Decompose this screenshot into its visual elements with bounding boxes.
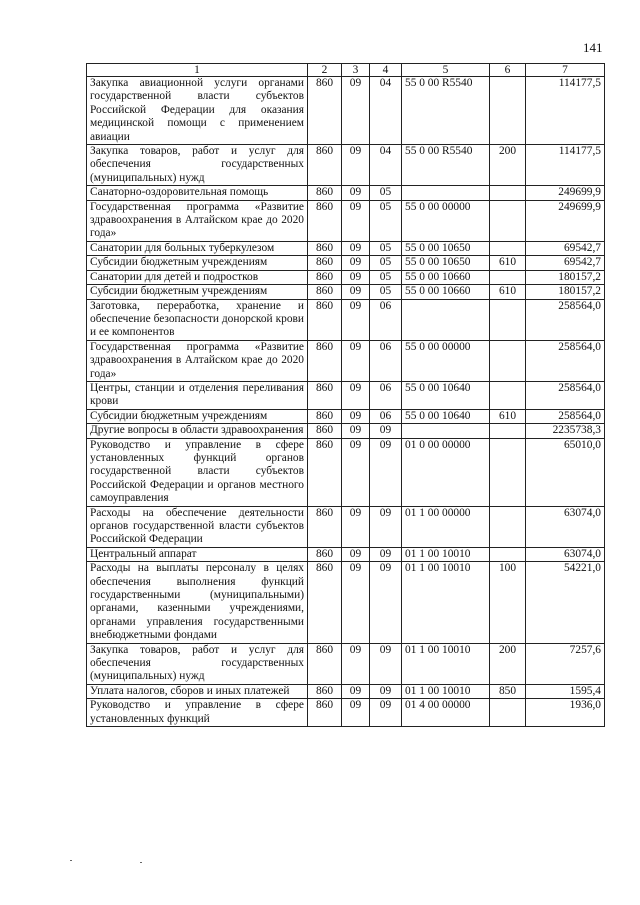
- row-ved: 860: [308, 547, 342, 561]
- row-csr: [402, 186, 490, 200]
- row-sum: 258564,0: [526, 381, 605, 409]
- row-ved: 860: [308, 424, 342, 438]
- row-vr: [490, 506, 526, 547]
- row-name: Субсидии бюджетным учреждениям: [87, 256, 308, 270]
- row-sum: 114177,5: [526, 145, 605, 186]
- row-csr: 01 1 00 10010: [402, 547, 490, 561]
- row-rz: 09: [342, 340, 370, 381]
- row-sum: 54221,0: [526, 562, 605, 643]
- table-row: [87, 256, 605, 270]
- row-name: Расходы на выплаты персоналу в целях обеспечения выполнения функций государственными (муниципальными) органами, казенными учреждениями, органами управления государственными внебюджетными фондами: [87, 562, 308, 643]
- header-cell-name: 1: [87, 64, 308, 77]
- row-ved: 860: [308, 438, 342, 506]
- row-sum: 1595,4: [526, 684, 605, 698]
- row-rz: 09: [342, 186, 370, 200]
- row-ved: 860: [308, 77, 342, 145]
- row-rz: 09: [342, 506, 370, 547]
- row-pr: 05: [370, 200, 402, 241]
- row-name: Государственная программа «Развитие здравоохранения в Алтайском крае до 2020 года»: [87, 200, 308, 241]
- scan-speck: [140, 862, 142, 863]
- row-rz: 09: [342, 643, 370, 684]
- row-rz: 09: [342, 409, 370, 423]
- row-ved: 860: [308, 299, 342, 340]
- table-row: [87, 77, 605, 145]
- row-sum: 69542,7: [526, 241, 605, 255]
- row-sum: 249699,9: [526, 186, 605, 200]
- row-sum: 2235738,3: [526, 424, 605, 438]
- row-name: Руководство и управление в сфере установленных функций: [87, 699, 308, 727]
- row-vr: [490, 270, 526, 284]
- row-csr: 01 1 00 10010: [402, 684, 490, 698]
- row-rz: 09: [342, 684, 370, 698]
- row-name: Руководство и управление в сфере установленных функций органов государственной власти субъектов Российской Федерации и органов местного самоуправления: [87, 438, 308, 506]
- row-sum: 63074,0: [526, 506, 605, 547]
- row-vr: 610: [490, 285, 526, 299]
- header-cell-csr: 5: [402, 64, 490, 77]
- row-vr: 200: [490, 145, 526, 186]
- row-rz: 09: [342, 256, 370, 270]
- row-vr: [490, 438, 526, 506]
- row-csr: 55 0 00 10640: [402, 409, 490, 423]
- row-vr: 100: [490, 562, 526, 643]
- row-sum: 249699,9: [526, 200, 605, 241]
- row-sum: 180157,2: [526, 270, 605, 284]
- row-ved: 860: [308, 270, 342, 284]
- row-csr: 55 0 00 10650: [402, 241, 490, 255]
- row-name: Санатории для больных туберкулезом: [87, 241, 308, 255]
- row-csr: 01 4 00 00000: [402, 699, 490, 727]
- table-row: [87, 340, 605, 381]
- row-ved: 860: [308, 381, 342, 409]
- table-row: [87, 409, 605, 423]
- row-rz: 09: [342, 562, 370, 643]
- header-cell-vr: 6: [490, 64, 526, 77]
- row-vr: 610: [490, 409, 526, 423]
- row-rz: 09: [342, 285, 370, 299]
- table-row: [87, 506, 605, 547]
- row-vr: 610: [490, 256, 526, 270]
- row-pr: 09: [370, 562, 402, 643]
- row-name: Центры, станции и отделения переливания крови: [87, 381, 308, 409]
- scan-speck: [70, 860, 72, 861]
- row-ved: 860: [308, 643, 342, 684]
- row-name: Субсидии бюджетным учреждениям: [87, 285, 308, 299]
- row-pr: 05: [370, 285, 402, 299]
- table-row: [87, 145, 605, 186]
- budget-table: [86, 63, 605, 727]
- row-csr: [402, 299, 490, 340]
- row-pr: 05: [370, 270, 402, 284]
- row-pr: 09: [370, 424, 402, 438]
- row-pr: 09: [370, 699, 402, 727]
- row-name: Санатории для детей и подростков: [87, 270, 308, 284]
- row-ved: 860: [308, 285, 342, 299]
- row-pr: 06: [370, 299, 402, 340]
- row-sum: 63074,0: [526, 547, 605, 561]
- row-pr: 05: [370, 241, 402, 255]
- row-csr: 01 1 00 10010: [402, 562, 490, 643]
- row-rz: 09: [342, 299, 370, 340]
- row-pr: 05: [370, 186, 402, 200]
- row-ved: 860: [308, 200, 342, 241]
- row-name: Заготовка, переработка, хранение и обеспечение безопасности донорской крови и ее компонентов: [87, 299, 308, 340]
- row-pr: 09: [370, 506, 402, 547]
- row-vr: [490, 77, 526, 145]
- row-ved: 860: [308, 409, 342, 423]
- row-name: Уплата налогов, сборов и иных платежей: [87, 684, 308, 698]
- row-name: Центральный аппарат: [87, 547, 308, 561]
- table-row: [87, 438, 605, 506]
- row-pr: 05: [370, 256, 402, 270]
- row-vr: [490, 241, 526, 255]
- row-sum: 258564,0: [526, 340, 605, 381]
- row-csr: 01 1 00 10010: [402, 643, 490, 684]
- table-row: [87, 285, 605, 299]
- table-header-row: [87, 64, 605, 77]
- row-sum: 65010,0: [526, 438, 605, 506]
- row-vr: [490, 547, 526, 561]
- row-sum: 258564,0: [526, 409, 605, 423]
- row-name: Субсидии бюджетным учреждениям: [87, 409, 308, 423]
- row-rz: 09: [342, 77, 370, 145]
- row-csr: 01 0 00 00000: [402, 438, 490, 506]
- row-name: Закупка товаров, работ и услуг для обеспечения государственных (муниципальных) нужд: [87, 643, 308, 684]
- row-csr: 55 0 00 10650: [402, 256, 490, 270]
- table-row: [87, 684, 605, 698]
- row-csr: 55 0 00 00000: [402, 340, 490, 381]
- row-vr: [490, 340, 526, 381]
- row-ved: 860: [308, 684, 342, 698]
- row-name: Закупка авиационной услуги органами государственной власти субъектов Российской Федерации для оказания медицинской помощи с применением авиации: [87, 77, 308, 145]
- row-vr: [490, 699, 526, 727]
- table-row: [87, 547, 605, 561]
- row-ved: 860: [308, 186, 342, 200]
- row-pr: 09: [370, 438, 402, 506]
- table-row: [87, 562, 605, 643]
- row-pr: 09: [370, 643, 402, 684]
- header-cell-pr: 4: [370, 64, 402, 77]
- row-pr: 09: [370, 547, 402, 561]
- row-vr: [490, 381, 526, 409]
- header-cell-rz: 3: [342, 64, 370, 77]
- table-row: [87, 643, 605, 684]
- row-name: Другие вопросы в области здравоохранения: [87, 424, 308, 438]
- row-sum: 258564,0: [526, 299, 605, 340]
- table-row: [87, 186, 605, 200]
- row-rz: 09: [342, 200, 370, 241]
- row-vr: [490, 186, 526, 200]
- table-row: [87, 241, 605, 255]
- row-ved: 860: [308, 699, 342, 727]
- row-sum: 180157,2: [526, 285, 605, 299]
- row-csr: 55 0 00 10640: [402, 381, 490, 409]
- table-row: [87, 699, 605, 727]
- row-name: Санаторно-оздоровительная помощь: [87, 186, 308, 200]
- row-name: Расходы на обеспечение деятельности органов государственной власти субъектов Российской Федерации: [87, 506, 308, 547]
- row-csr: 55 0 00 00000: [402, 200, 490, 241]
- row-vr: 850: [490, 684, 526, 698]
- row-pr: 09: [370, 684, 402, 698]
- row-name: Государственная программа «Развитие здравоохранения в Алтайском крае до 2020 года»: [87, 340, 308, 381]
- row-csr: 55 0 00 R5540: [402, 77, 490, 145]
- row-pr: 06: [370, 409, 402, 423]
- row-pr: 06: [370, 381, 402, 409]
- row-ved: 860: [308, 256, 342, 270]
- row-rz: 09: [342, 438, 370, 506]
- row-ved: 860: [308, 340, 342, 381]
- row-sum: 7257,6: [526, 643, 605, 684]
- table-row: [87, 200, 605, 241]
- row-vr: 200: [490, 643, 526, 684]
- row-ved: 860: [308, 562, 342, 643]
- page-number: 141: [583, 40, 603, 55]
- row-ved: 860: [308, 241, 342, 255]
- row-sum: 114177,5: [526, 77, 605, 145]
- row-name: Закупка товаров, работ и услуг для обеспечения государственных (муниципальных) нужд: [87, 145, 308, 186]
- row-csr: 55 0 00 R5540: [402, 145, 490, 186]
- row-rz: 09: [342, 547, 370, 561]
- row-vr: [490, 200, 526, 241]
- row-sum: 69542,7: [526, 256, 605, 270]
- table-row: [87, 424, 605, 438]
- row-pr: 04: [370, 145, 402, 186]
- table-row: [87, 381, 605, 409]
- row-vr: [490, 424, 526, 438]
- table-row: [87, 270, 605, 284]
- row-rz: 09: [342, 241, 370, 255]
- row-ved: 860: [308, 145, 342, 186]
- row-rz: 09: [342, 699, 370, 727]
- table-row: [87, 299, 605, 340]
- row-rz: 09: [342, 145, 370, 186]
- row-rz: 09: [342, 381, 370, 409]
- row-rz: 09: [342, 270, 370, 284]
- header-cell-sum: 7: [526, 64, 605, 77]
- row-ved: 860: [308, 506, 342, 547]
- row-vr: [490, 299, 526, 340]
- row-csr: [402, 424, 490, 438]
- row-pr: 04: [370, 77, 402, 145]
- row-csr: 01 1 00 00000: [402, 506, 490, 547]
- row-csr: 55 0 00 10660: [402, 285, 490, 299]
- row-rz: 09: [342, 424, 370, 438]
- header-cell-ved: 2: [308, 64, 342, 77]
- row-sum: 1936,0: [526, 699, 605, 727]
- row-csr: 55 0 00 10660: [402, 270, 490, 284]
- row-pr: 06: [370, 340, 402, 381]
